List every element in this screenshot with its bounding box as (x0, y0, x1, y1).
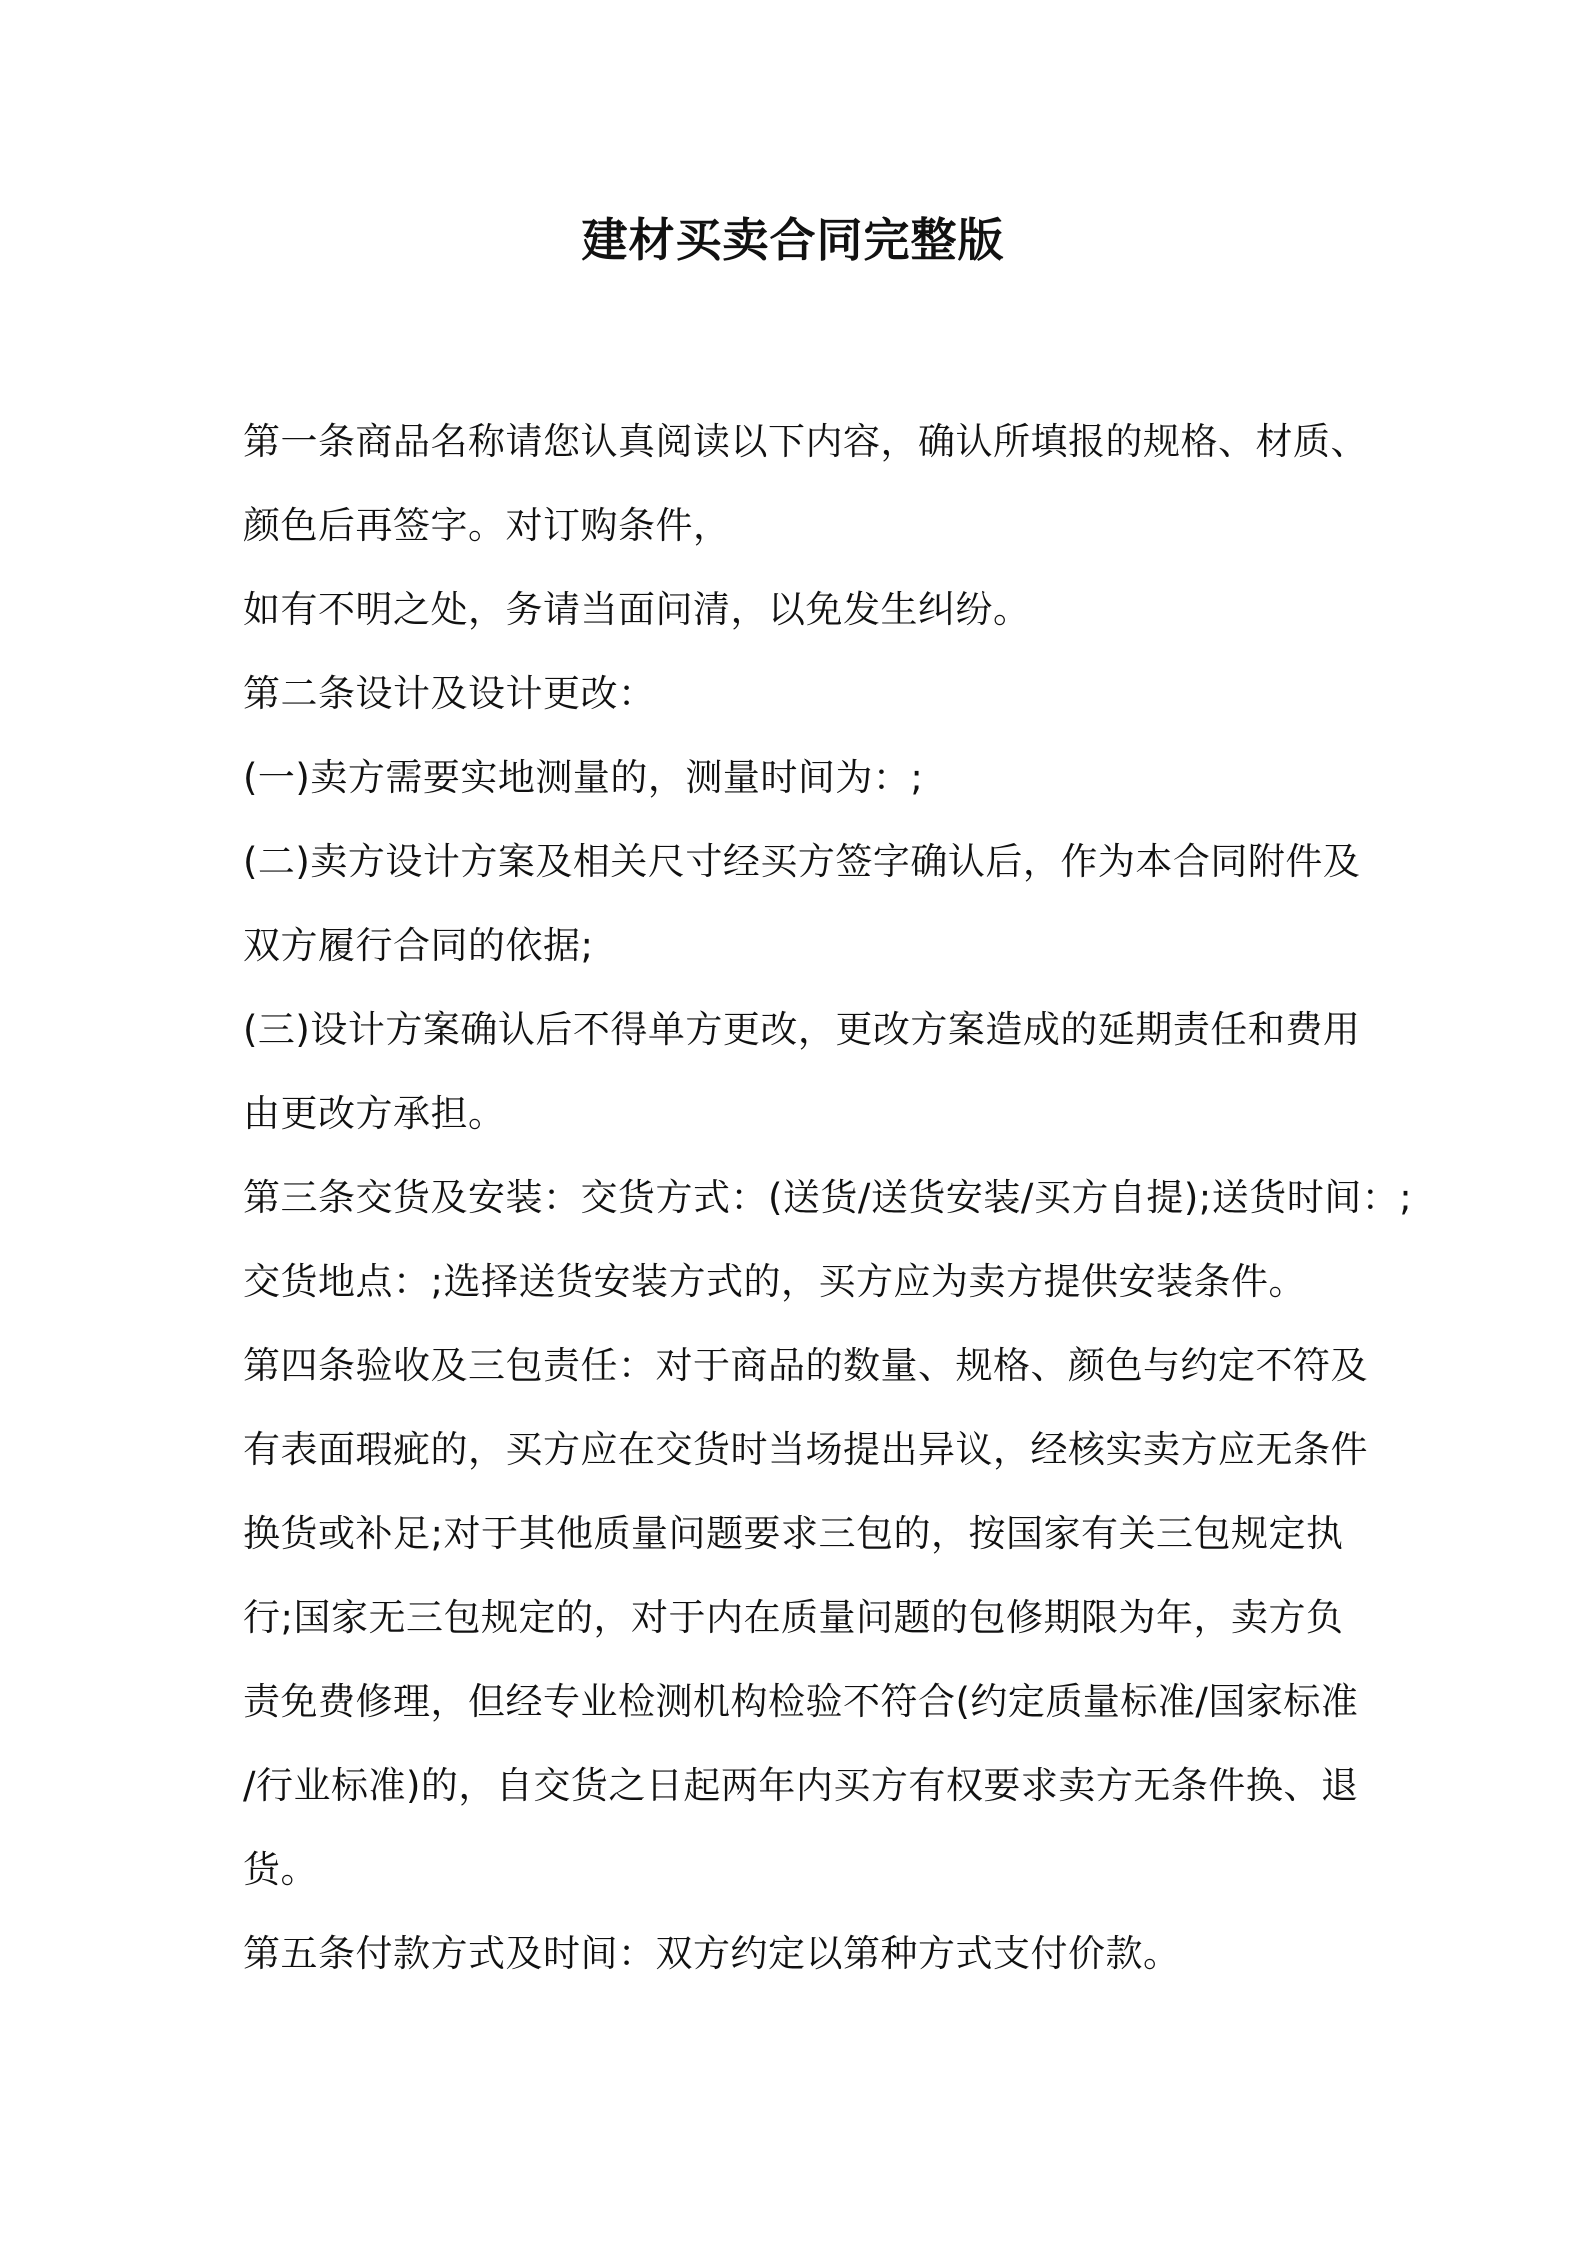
document-body (243, 400, 1413, 1996)
text-line: 货。 (243, 1848, 318, 1891)
document-title: 建材买卖合同完整版 (581, 213, 1005, 267)
text-line: 双方履行合同的依据; (243, 924, 594, 967)
text-line: 第三条交货及安装：交货方式：(送货/送货安装/买方自提);送货时间：; (243, 1176, 1413, 1219)
text-line: 交货地点：;选择送货安装方式的，买方应为卖方提供安装条件。 (243, 1260, 1306, 1303)
text-line: 有表面瑕疵的，买方应在交货时当场提出异议，经核实卖方应无条件 (243, 1428, 1368, 1471)
text-line: (一)卖方需要实地测量的，测量时间为：; (243, 756, 924, 799)
text-line: (三)设计方案确认后不得单方更改，更改方案造成的延期责任和费用 (243, 1008, 1361, 1051)
text-line: 由更改方承担。 (243, 1092, 506, 1135)
text-line: 第五条付款方式及时间：双方约定以第种方式支付价款。 (243, 1932, 1181, 1975)
text-line: 第四条验收及三包责任：对于商品的数量、规格、颜色与约定不符及 (243, 1344, 1368, 1387)
text-line: (二)卖方设计方案及相关尺寸经买方签字确认后，作为本合同附件及 (243, 840, 1361, 883)
text-line: 责免费修理，但经专业检测机构检验不符合(约定质量标准/国家标准 (243, 1680, 1359, 1723)
text-line: 第二条设计及设计更改： (243, 672, 656, 715)
text-line: /行业标准)的，自交货之日起两年内买方有权要求卖方无条件换、退 (243, 1764, 1359, 1807)
text-line: 颜色后再签字。对订购条件， (243, 504, 731, 547)
text-line: 如有不明之处，务请当面问清，以免发生纠纷。 (243, 588, 1031, 631)
text-line: 第一条商品名称请您认真阅读以下内容，确认所填报的规格、材质、 (243, 420, 1368, 463)
text-line: 换货或补足;对于其他质量问题要求三包的，按国家有关三包规定执 (243, 1512, 1344, 1555)
text-line: 行;国家无三包规定的，对于内在质量问题的包修期限为年，卖方负 (243, 1596, 1344, 1639)
